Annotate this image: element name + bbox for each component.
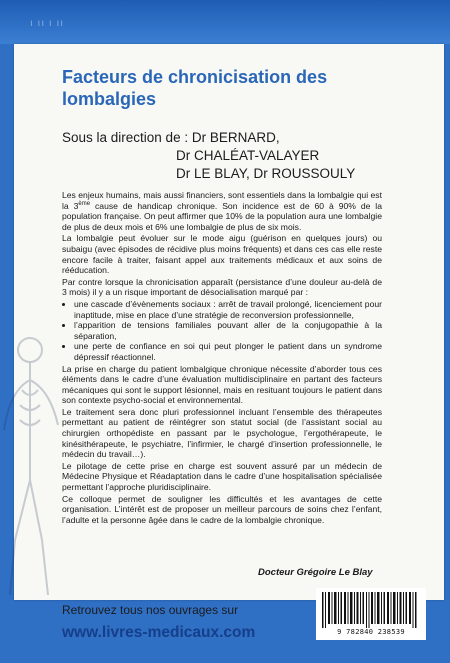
- direction-line-1: Sous la direction de : Dr BERNARD,: [62, 130, 280, 145]
- list-item: • une cascade d’évènements sociaux : arrêt de travail prolongé, licenciement pour inaptitude, mise en place d’une stratégie de reconversion professionnelle,: [74, 299, 382, 320]
- decorative-scribble: ı ıı ı ıı: [30, 18, 65, 29]
- back-cover-text: [62, 190, 382, 526]
- barcode: [316, 588, 426, 640]
- skeleton-illustration: [0, 330, 70, 600]
- paragraph-5: Le traitement sera donc pluri professionnel incluant l’ensemble des thérapeutes permettant au patient de réintégrer son statut social (de l’assistant social au chirurgien orthopédiste en passant par le psychologue, l’ergothérapeute, le kinésithérapeute, le psychiatre, l’infirmier, le chargé d’insertion professionnelle, le médecin du travail…).: [62, 406, 382, 460]
- superscript: ème: [78, 200, 91, 207]
- book-title: Facteurs de chronicisation des lombalgies: [62, 67, 328, 109]
- paragraph-6: Le pilotage de cette prise en charge est souvent assuré par un médecin de Médecine Physique et Réadaptation dans le cadre d’une hospitalisation spécialisée permettant l’approche pluridisciplinaire.: [62, 460, 382, 493]
- paragraph-3: Par contre lorsque la chronicisation apparaît (persistance d’une douleur au-delà de 3 mois) il y a un risque important de désocialisation marqué par :: [62, 276, 382, 298]
- editorial-direction: [62, 129, 422, 183]
- barcode-bars: [322, 592, 420, 628]
- barcode-digits: 9 782840 238539: [337, 628, 405, 636]
- consequence-list: [62, 299, 382, 363]
- paragraph-1: Les enjeux humains, mais aussi financiers, sont essentiels dans la lombalgie qui est la 3ème cause de handicap chronique. Son incidence est de 60 à 90% de la population française. On peut affirmer que 10% de la population aura une lombalgie de plus de deux mois et 6% une lombalgie de plus de six mois.: [62, 190, 382, 232]
- top-band: [0, 0, 450, 44]
- author-signature: Docteur Grégoire Le Blay: [258, 567, 373, 578]
- paragraph-2: La lombalgie peut évoluer sur le mode aigu (guérison en quelques jours) ou subaigu (avec épisodes de récidive plus moins fréquents) et dans ces cas elle reste encore facile à traiter, faisant appel aux traitements médicaux et aux soins de rééducation.: [62, 233, 382, 276]
- paragraph-7: Ce colloque permet de souligner les difficultés et les avantages de cette organisation. L’intérêt est de proposer un meilleur parcours de soins chez l’enfant, l’adulte et la personne âgée dans le cadre de la lombalgie chronique.: [62, 493, 382, 525]
- website-link[interactable]: www.livres-medicaux.com: [62, 624, 256, 641]
- direction-line-2: Dr CHALÉAT-VALAYER: [176, 148, 320, 163]
- paragraph-4: La prise en charge du patient lombalgique chronique nécessite d’aborder tous ces éléments dans le cadre d’une évaluation multidisciplinaire en partant des facteurs mécaniques qui sont le support lésionnel, mais en resituant toujours le patient dans son contexte psycho-social et environnemental.: [62, 363, 382, 406]
- list-item: • une perte de confiance en soi qui peut plonger le patient dans un syndrome dépressif réactionnel.: [74, 341, 382, 362]
- direction-line-3: Dr LE BLAY, Dr ROUSSOULY: [176, 166, 356, 181]
- list-item: • l’apparition de tensions familiales pouvant aller de la conjugopathie à la séparation,: [74, 320, 382, 341]
- retrouvez-text: Retrouvez tous nos ouvrages sur: [62, 603, 239, 617]
